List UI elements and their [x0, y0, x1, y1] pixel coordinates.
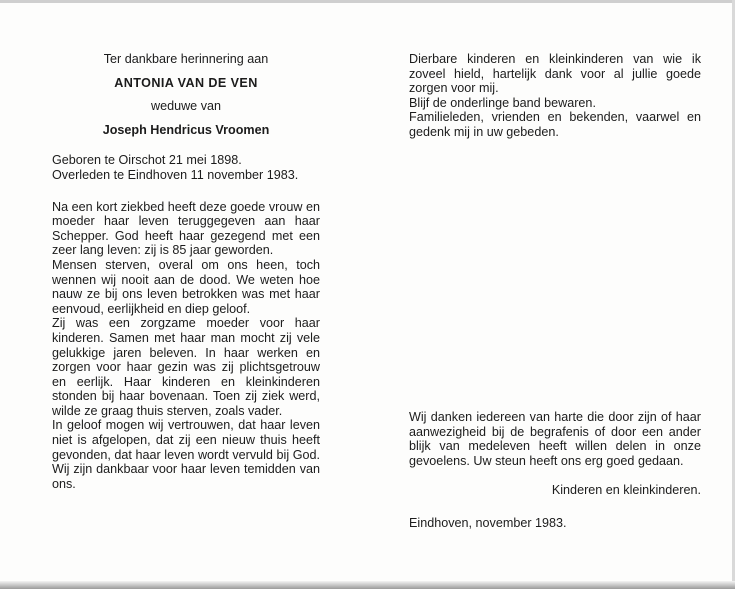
- intro-line: Ter dankbare herinnering aan: [103, 52, 269, 66]
- paragraph-faith: In geloof mogen wij vertrouwen, dat haar leven niet is afgelopen, dat zij een nieuw thuis heeft gevonden, dat haar leven wordt vervuld bij God. Wij zijn dankbaar voor haar leven temidden van ons.: [52, 418, 320, 491]
- farewell-children: Dierbare kinderen en kleinkinderen van wie ik zoveel hield, hartelijk dank voor al jullie goede zorgen voor mij.: [409, 52, 701, 96]
- card-bottom-edge: [0, 581, 735, 589]
- paragraph-mourning: Mensen sterven, overal om ons heen, toch wennen wij nooit aan de dood. We weten hoe nauw ze bij ons leven betrokken was met haar eenvoud, eerlijkheid en diep geloof.: [52, 257, 320, 316]
- thanks-text: Wij danken iedereen van harte die door zijn of haar aanwezigheid bij de begrafenis of door een ander blijk van medeleven heeft willen delen in onze gevoelens. Uw steun heeft ons erg goed gedaan.: [409, 410, 701, 468]
- spouse-name: Joseph Hendricus Vroomen: [102, 122, 270, 137]
- birth-line: Geboren te Oirschot 21 mei 1898.: [52, 153, 242, 168]
- signoff: Kinderen en kleinkinderen.: [551, 483, 701, 498]
- farewell-family: Familieleden, vrienden en bekenden, vaarwel en gedenk mij in uw gebeden.: [409, 110, 701, 139]
- farewell-bond: Blijf de onderlinge band bewaren.: [409, 95, 596, 110]
- widow-line: weduwe van: [150, 99, 221, 114]
- thanks-block: [409, 410, 701, 531]
- paragraph-mother: Zij was een zorgzame moeder voor haar kinderen. Samen met haar man mocht zij vele gelukkige jaren beleven. In haar werken en zorgen voor haar gezin was zij plichtsgetrouw en eerlijk. Haar kinderen en kleinkinderen stonden bij haar bovenaan. Toen zij ziek werd, wilde ze graag thuis sterven, zoals vader.: [52, 316, 320, 418]
- paragraph-illness: Na een kort ziekbed heeft deze goede vrouw en moeder haar leven teruggegeven aan haar Schepper. God heeft haar gezegend met een zeer lang leven: zij is 85 jaar geworden.: [52, 199, 320, 258]
- card-top-edge: [0, 0, 735, 3]
- deceased-name: ANTONIA VAN DE VEN: [114, 75, 258, 90]
- place-date: Eindhoven, november 1983.: [409, 515, 567, 530]
- left-column: [52, 52, 320, 491]
- death-line: Overleden te Eindhoven 11 november 1983.: [52, 167, 299, 182]
- right-column: [409, 52, 701, 140]
